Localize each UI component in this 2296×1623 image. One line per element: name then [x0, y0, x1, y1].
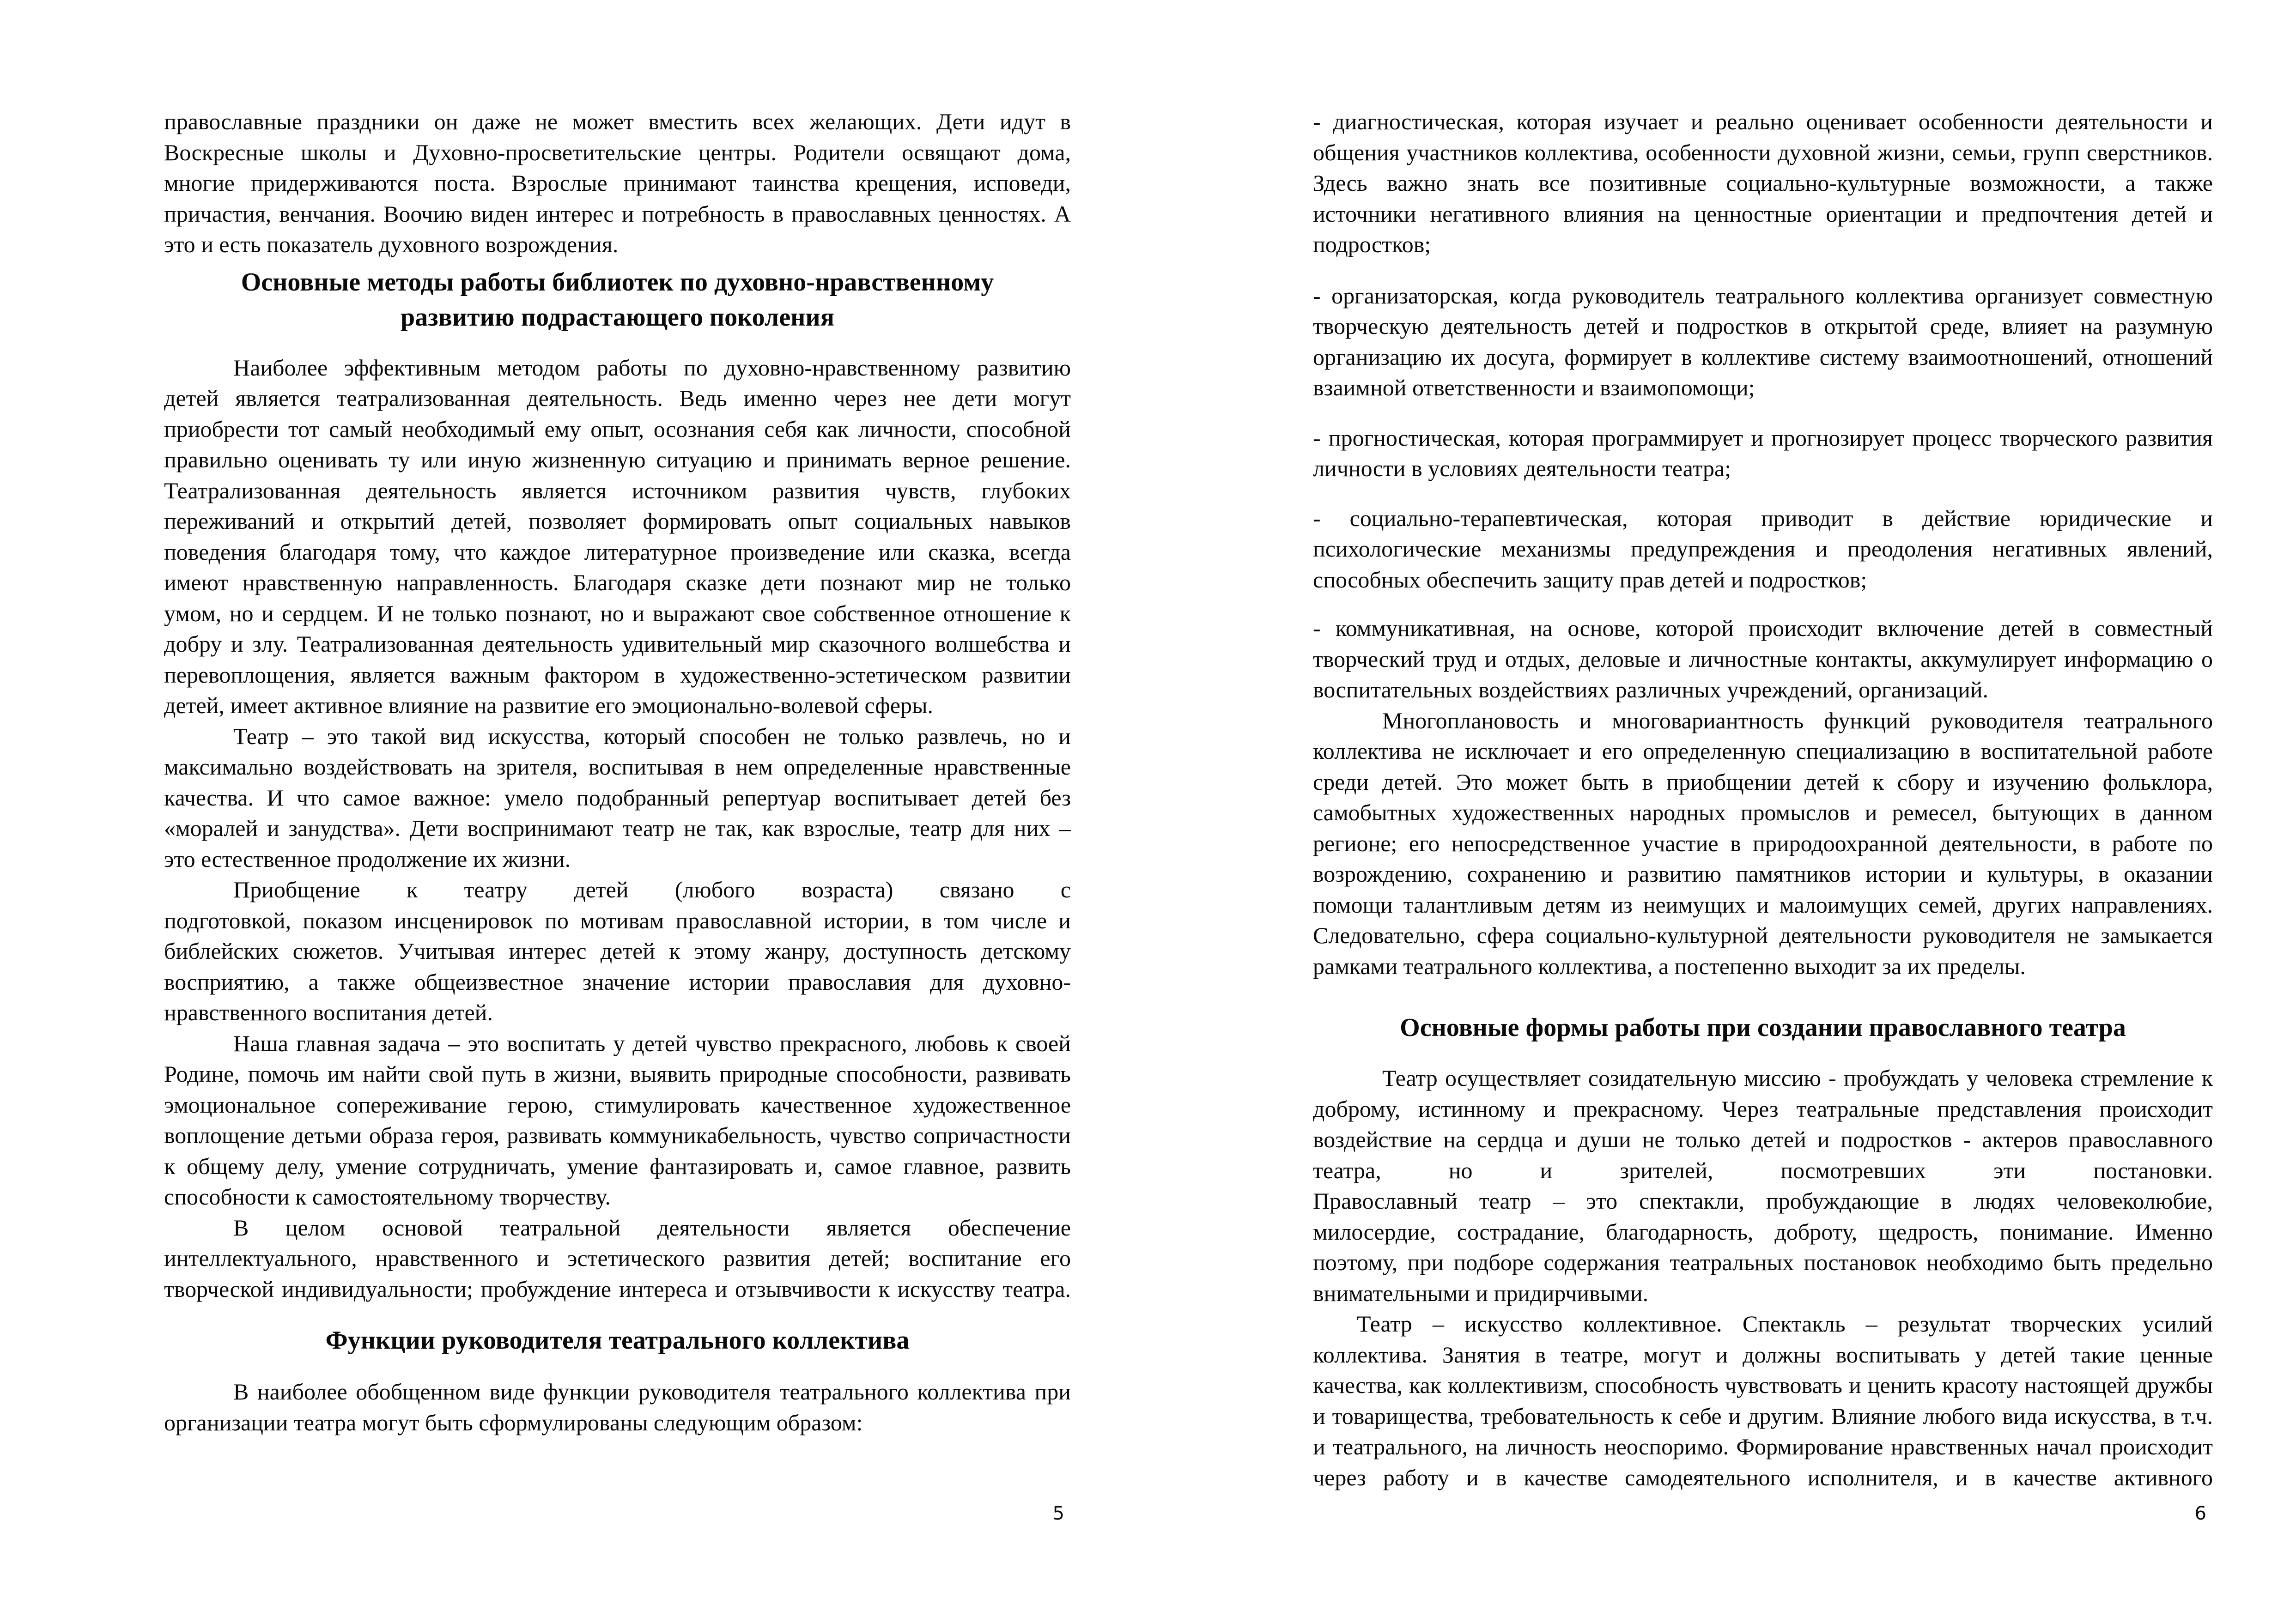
section-heading — [1313, 1010, 2213, 1045]
heading-line: Функции руководителя театрального коллектива — [325, 1326, 910, 1355]
text-line: воспитательных воздействиях различных учреждений, организаций. — [1313, 677, 1989, 702]
text-line: к общему делу, умение сотрудничать, умение фантазировать и, самое главное, развить — [164, 1153, 1071, 1179]
text-line: взаимной ответственности и взаимопомощи; — [1313, 375, 1755, 400]
paragraph — [164, 1376, 1071, 1438]
text-line: Родине, помочь им найти свой путь в жизни, выявить природные способности, развивать — [164, 1061, 1071, 1087]
text-line: эмоциональное сопереживание герою, стимулировать качественное художественное — [164, 1091, 1071, 1118]
text-line: творческий труд и отдых, деловые и личностные контакты, аккумулирует информацию о — [1313, 646, 2213, 672]
text-line: воплощение детьми образа героя, развивать коммуникабельность, чувство сопричастности — [164, 1122, 1071, 1148]
paragraph — [164, 106, 1071, 260]
page-left — [164, 0, 1071, 1623]
text-line: рамками театрального коллектива, а постепенно выходит за их пределы. — [1313, 953, 2026, 979]
paragraph — [1313, 1308, 2213, 1493]
paragraph — [164, 352, 1071, 721]
text-line: подростков; — [1313, 231, 1431, 257]
text-line: В наиболее обобщенном виде функции руководителя театрального коллектива при — [233, 1379, 1071, 1405]
text-line: - прогностическая, которая программирует и прогнозирует процесс творческого развития — [1313, 424, 2213, 451]
text-line: Наша главная задача – это воспитать у детей чувство прекрасного, любовь к своей — [233, 1030, 1071, 1056]
spacer — [1313, 981, 2213, 1010]
text-line: причастия, венчания. Воочию виден интерес и потребность в православных ценностях. А — [164, 200, 1071, 227]
text-line: В целом основой театральной деятельности является обеспечение — [233, 1214, 1071, 1241]
text-line: коллектива не исключает и его определенную специализацию в воспитательной работе — [1313, 738, 2213, 764]
text-line: психологические механизмы предупреждения и преодоления негативных явлений, — [1313, 536, 2213, 562]
text-line: качества, как коллективизм, способность чувствовать и ценить красоту настоящей дружбы — [1313, 1372, 2213, 1398]
text-line: возрождению, сохранению и развитию памятников истории и культуры, в оказании — [1313, 861, 2213, 887]
text-line: подготовкой, показом инсценировок по мотивам православной истории, в том числе и — [164, 907, 1071, 933]
text-line: добру и злу. Театрализованная деятельность удивительный мир сказочного волшебства и — [164, 631, 1071, 657]
text-line: максимально воздействовать на зрителя, воспитывая в нем определенные нравственные — [164, 754, 1071, 780]
text-line: и театрального, на личность неоспоримо. Формирование нравственных начал происходит — [1313, 1434, 2213, 1459]
text-line: способных обеспечить защиту прав детей и подростков; — [1313, 566, 1867, 593]
text-line: качества. И что самое важное: умело подобранный репертуар воспитывает детей без — [164, 784, 1071, 811]
text-line: это естественное продолжение их жизни. — [164, 846, 571, 872]
spacer — [1313, 260, 2213, 280]
text-line: творческую деятельность детей и подростков в открытой среде, влияет на разумную — [1313, 313, 2213, 339]
text-line: поэтому, при подборе содержания театральных постановок необходимо быть предельно — [1313, 1249, 2213, 1275]
text-line: самобытных художественных народных промыслов и ремесел, бытующих в данном — [1313, 799, 2213, 825]
paragraph — [1313, 423, 2213, 484]
text-line: внимательными и придирчивыми. — [1313, 1280, 1649, 1306]
text-line: милосердие, сострадание, благодарность, доброту, щедрость, понимание. Именно — [1313, 1218, 2213, 1245]
paragraph — [164, 1212, 1071, 1305]
text-line: помощи талантливым детям из неимущих и малоимущих семей, других направлениях. — [1313, 891, 2213, 918]
paragraph — [1313, 503, 2213, 595]
text-line: Православный театр – это спектакли, пробуждающие в людях человеколюбие, — [1313, 1188, 2213, 1214]
text-line: способности к самостоятельному творчеству. — [164, 1184, 611, 1210]
text-line: умом, но и сердцем. И не только познают, но и выражают свое собственное отношение к — [164, 600, 1071, 626]
section-heading — [164, 265, 1071, 335]
page-number: 6 — [2194, 1503, 2206, 1524]
text-line: общения участников коллектива, особенности духовной жизни, семьи, групп сверстников. — [1313, 139, 2213, 165]
text-line: - социально-терапевтическая, которая приводит в действие юридические и — [1313, 505, 2213, 531]
text-line: восприятию, а также общеизвестное значение истории православия для духовно- — [164, 969, 1071, 995]
text-line: Воскресные школы и Духовно-просветительские центры. Родители освящают дома, — [164, 139, 1071, 165]
page-right-body — [1313, 106, 2213, 1493]
text-line: имеют нравственную направленность. Благодаря сказке дети познают мир не только — [164, 569, 1071, 595]
paragraph — [1313, 613, 2213, 705]
text-line: детей, имеет активное влияние на развитие его эмоционально-волевой сферы. — [164, 692, 934, 718]
heading-line: Основные формы работы при создании православного театра — [1400, 1013, 2126, 1042]
spacer — [164, 335, 1071, 352]
text-line: поведения благодаря тому, что каждое литературное произведение или сказка, всегда — [164, 539, 1071, 565]
spacer — [164, 1304, 1071, 1323]
text-line: организацию их досуга, формирует в коллективе систему взаимоотношений, отношений — [1313, 344, 2213, 370]
text-line: и товарищества, требовательность к себе и другим. Влияние любого вида искусства, в т.ч. — [1313, 1403, 2213, 1429]
paragraph — [164, 1028, 1071, 1212]
text-line: многие придерживаются поста. Взрослые принимают таинства крещения, исповеди, — [164, 170, 1071, 196]
text-line: переживаний и открытий детей, позволяет формировать опыт социальных навыков — [164, 508, 1071, 534]
paragraph — [1313, 106, 2213, 260]
text-line: Театр – это такой вид искусства, который способен не только развлечь, но и — [233, 723, 1071, 749]
text-line: Наиболее эффективным методом работы по духовно-нравственному развитию — [233, 354, 1071, 381]
text-line: регионе; его непосредственное участие в природоохранной деятельности, в работе по — [1313, 830, 2213, 856]
spacer — [1313, 1045, 2213, 1063]
text-line: - диагностическая, которая изучает и реально оценивает особенности деятельности и — [1313, 109, 2213, 134]
text-line: источники негативного влияния на ценностные ориентации и предпочтения детей и — [1313, 200, 2213, 227]
spacer — [1313, 484, 2213, 503]
text-line: организации театра могут быть сформулированы следующим образом: — [164, 1409, 863, 1435]
text-line: Многоплановость и многовариантность функций руководителя театрального — [1382, 707, 2213, 733]
text-line: воздействие на сердца и души не только детей и подростков - актеров православного — [1313, 1126, 2213, 1152]
text-line: Здесь важно знать все позитивные социально-культурные возможности, а также — [1313, 170, 2213, 196]
paragraph — [164, 721, 1071, 875]
section-heading — [164, 1323, 1071, 1358]
text-line: это и есть показатель духовного возрождения. — [164, 231, 619, 257]
text-line: через работу и в качестве самодеятельного исполнителя, и в качестве активного — [1313, 1464, 2213, 1490]
text-line: библейских сюжетов. Учитывая интерес детей к этому жанру, доступность детскому — [164, 938, 1071, 964]
text-line: Театр – искусство коллективное. Спектакль – результат творческих усилий — [1357, 1311, 2213, 1337]
paragraph — [164, 874, 1071, 1028]
text-line: - коммуникативная, на основе, которой происходит включение детей в совместный — [1313, 615, 2213, 641]
paragraph — [1313, 280, 2213, 403]
text-line: среди детей. Это может быть в приобщении детей к сбору и изучению фольклора, — [1313, 769, 2213, 795]
page-left-body — [164, 106, 1071, 1438]
heading-line: Основные методы работы библиотек по духовно-нравственному — [241, 267, 994, 297]
text-line: личности в условиях деятельности театра; — [1313, 455, 1731, 481]
text-line: Приобщение к театру детей (любого возраста) связано с — [233, 877, 1071, 902]
paragraph — [1313, 1063, 2213, 1308]
text-line: перевоплощения, является важным фактором в художественно-эстетическом развитии — [164, 661, 1071, 688]
text-line: правильно оценивать ту или иную жизненную ситуацию и принимать верное решение. — [164, 447, 1071, 472]
text-line: - организаторская, когда руководитель театрального коллектива организует совместную — [1313, 282, 2213, 309]
text-line: детей является театрализованная деятельность. Ведь именно через нее дети могут — [164, 385, 1071, 411]
text-line: коллектива. Занятия в театре, могут и должны воспитывать у детей такие ценные — [1313, 1341, 2213, 1368]
heading-line: развитию подрастающего поколения — [400, 303, 834, 332]
text-line: «моралей и занудства». Дети воспринимают театр не так, как взрослые, театр для них – — [164, 815, 1071, 841]
text-line: нравственного воспитания детей. — [164, 999, 493, 1025]
text-line: доброму, истинному и прекрасному. Через театральные представления происходит — [1313, 1096, 2213, 1122]
text-line: театра, но и зрителей, посмотревших эти постановки. — [1313, 1157, 2213, 1183]
page-number: 5 — [1052, 1503, 1064, 1524]
text-line: Театрализованная деятельность является источником развития чувств, глубоких — [164, 477, 1071, 503]
text-line: творческой индивидуальности; пробуждение интереса и отзывчивости к искусству театра. — [164, 1276, 1071, 1302]
text-line: приобрести тот самый необходимый ему опыт, осознания себя как личности, способной — [164, 416, 1071, 442]
page-right — [1313, 0, 2213, 1623]
spacer — [164, 260, 1071, 265]
spacer — [164, 1358, 1071, 1376]
spacer — [1313, 403, 2213, 423]
spacer — [1313, 595, 2213, 613]
text-line: Следовательно, сфера социально-культурной деятельности руководителя не замыкается — [1313, 922, 2213, 948]
text-line: Театр осуществляет созидательную миссию - пробуждать у человека стремление к — [1382, 1065, 2213, 1091]
paragraph — [1313, 705, 2213, 982]
text-line: православные праздники он даже не может вместить всех желающих. Дети идут в — [164, 109, 1071, 134]
text-line: интеллектуального, нравственного и эстетического развития детей; воспитание его — [164, 1245, 1071, 1271]
